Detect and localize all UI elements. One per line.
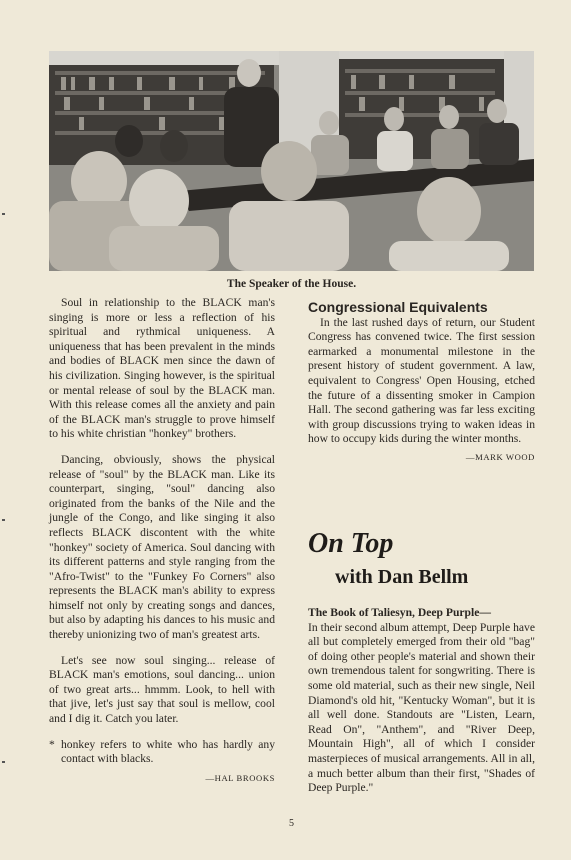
page-number: 5 [289, 818, 294, 829]
album-review-body: In their second album attempt, Deep Purple have all but completely emerged from their old "bag" of doing other people's material and shown their own tremendous talent for songwriting. There is some old material, such as their new single, Neil Diamond's old hit, "Kentucky Woman", but it is all well done. Standouts are "Listen, Learn, Read On", "Anthem", and "River Deep, Mountain High", all of which I consider masterpieces of musical arrangements. All in all, a much better album than their first, "Shades of Deep Purple." [308, 620, 535, 795]
photo-caption: The Speaker of the House. [226, 278, 357, 290]
music-column-title: On Top [308, 528, 394, 559]
soul-paragraph-1: Soul in relationship to the BLACK man's singing is more or less a reflection of his spiritual and rythmical uniqueness. A uniqueness that has been prevalent in the minds and bodies of BLACK men since the dawn of his civilization. Singing however, is the spiritual or mental release of soul by the BLACK man. With this release comes all the anxiety and pain of the BLACK man's struggle to prove himself to his white christian "honkey" brothers. [49, 296, 275, 441]
soul-byline: —HAL BROOKS [205, 772, 275, 783]
margin-mark [2, 761, 5, 763]
speaker-photo [49, 51, 534, 271]
margin-mark [2, 213, 5, 215]
footnote: * honkey refers to white who has hardly any contact with blacks. [49, 738, 275, 767]
congress-article [308, 300, 535, 465]
congress-heading: Congressional Equivalents [308, 299, 488, 315]
album-review [308, 606, 535, 796]
soul-paragraph-2: Dancing, obviously, shows the physical release of "soul" by the BLACK man. Like its counterpart, singing, "soul" dancing also originated from the banks of the Nile and the jungle of the Congo, and like singing it also reflects BLACK discontent with the white "honkey" society of America. Soul dancing with its different patterns and style ranging from the "Afro-Twist" to the "Funkey Fo Corners" also represents the BLACK man's ability to express himself not only by creating songs and dances, but also by adapting his dances to his music and thereby unionizing two of man's greatest arts. [49, 452, 275, 642]
classroom-photo-image [49, 51, 534, 271]
album-title: The Book of Taliesyn, Deep Purple— [308, 606, 491, 619]
soul-article [49, 296, 275, 785]
soul-paragraph-3: Let's see now soul singing... release of BLACK man's emotions, soul dancing... union of two great arts... hmmm. Look, to hell with that jive, let's just say that soul is mellow, cool and I dig it. Catch you later. [49, 653, 275, 726]
margin-mark [2, 519, 5, 521]
congress-byline: —MARK WOOD [465, 451, 535, 462]
congress-body: In the last rushed days of return, our Student Congress has convened twice. The first session earmarked a monumental milestone in the present history of student government. A law, equivalent to Congress' Open Housing, etched the future of a dissenting smoker in Campion Hall. The second gathering was far less exciting with group discussions trying to waken ideas in how to occupy kids during the winter months. [308, 315, 535, 446]
music-column-subtitle: with Dan Bellm [335, 566, 469, 588]
